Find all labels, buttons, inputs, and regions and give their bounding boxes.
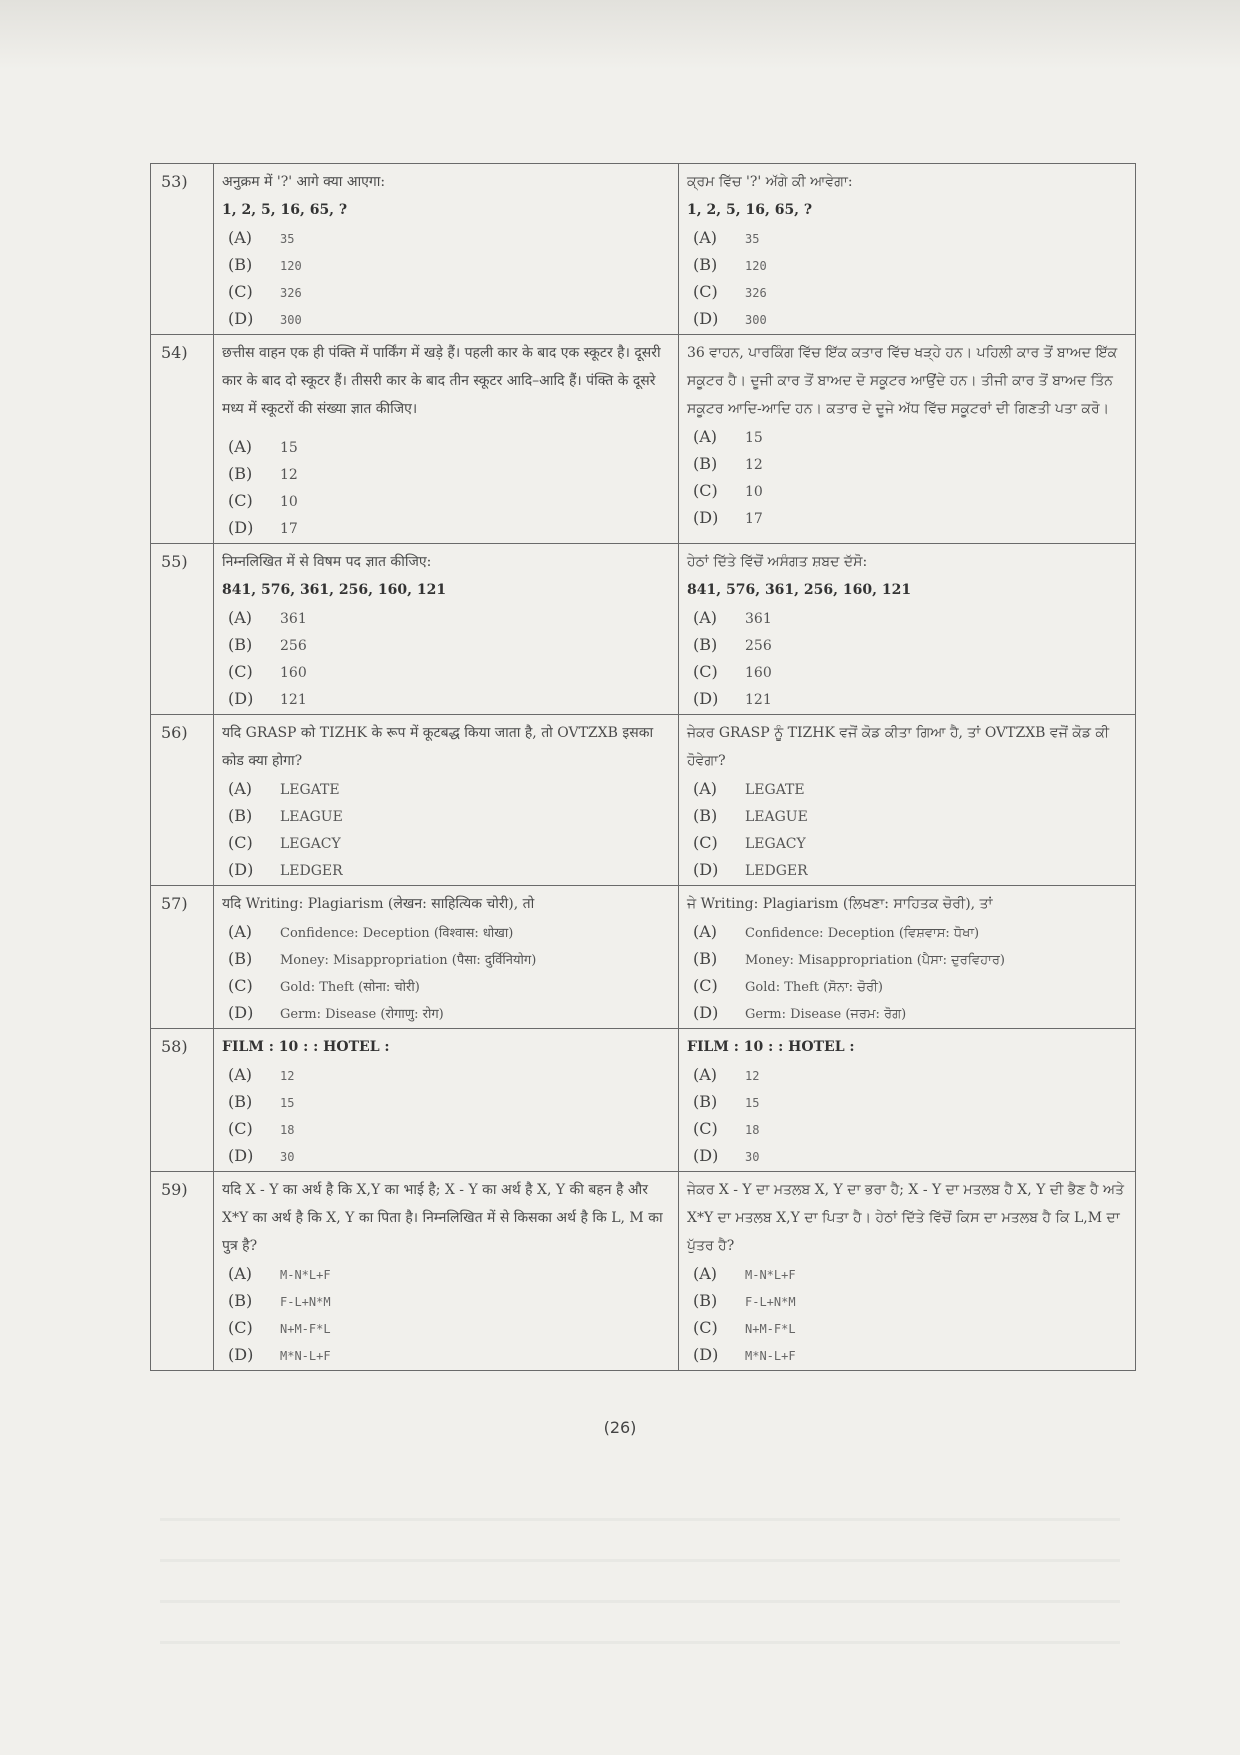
question-text-hindi: यदि X - Y का अर्थ है कि X,Y का भाई है; X - Y का अर्थ है X, Y की बहन है और X*Y का अर्थ है कि X, Y का पिता है। निम्नलिखित में से किसका अर्थ है कि L, M का पुत्र है? bbox=[222, 1182, 663, 1254]
option-b: (B) 12 bbox=[693, 454, 763, 473]
option-c: (C) 10 bbox=[228, 491, 298, 510]
question-text-hindi: छत्तीस वाहन एक ही पंक्ति में पार्किंग में खड़े हैं। पहली कार के बाद एक स्कूटर है। दूसरी कार के बाद दो स्कूटर हैं। तीसरी कार के बाद तीन स्कूटर आदि–आदि हैं। पंक्ति के दूसरे मध्य में स्कूटरों की संख्या ज्ञात कीजिए। bbox=[222, 345, 661, 417]
question-number: 59) bbox=[151, 1172, 214, 1371]
question-text-punjabi: ਜੇ Writing: Plagiarism (ਲਿਖਣਾ: ਸਾਹਿਤਕ ਚੋਰੀ), ਤਾਂ bbox=[687, 896, 993, 912]
punjabi-column bbox=[679, 335, 1136, 544]
option-c: (C) LEGACY bbox=[228, 833, 341, 852]
option-b: (B) 15 bbox=[693, 1092, 760, 1111]
sequence-punjabi: 1, 2, 5, 16, 65, ? bbox=[687, 202, 813, 218]
sequence-punjabi: 841, 576, 361, 256, 160, 121 bbox=[687, 582, 912, 598]
scan-top-shadow bbox=[0, 0, 1240, 70]
question-row-58 bbox=[151, 1029, 1136, 1172]
option-c: (C) 326 bbox=[228, 282, 302, 301]
option-c: (C) Gold: Theft (ਸੋਨਾ: ਚੋਰੀ) bbox=[693, 976, 883, 995]
option-d: (D) 300 bbox=[228, 309, 302, 328]
sequence-hindi: 1, 2, 5, 16, 65, ? bbox=[222, 202, 348, 218]
option-b: (B) LEAGUE bbox=[228, 806, 343, 825]
bleed-through-text bbox=[160, 1480, 1120, 1660]
option-a: (A) 35 bbox=[693, 228, 760, 247]
question-text-punjabi: ਜੇਕਰ GRASP ਨੂੰ TIZHK ਵਜੋਂ ਕੋਡ ਕੀਤਾ ਗਿਆ ਹੈ, ਤਾਂ OVTZXB ਵਜੋਂ ਕੋਡ ਕੀ ਹੋਵੇਗਾ? bbox=[687, 725, 1110, 769]
option-d: (D) 121 bbox=[228, 689, 307, 708]
sequence-hindi: 841, 576, 361, 256, 160, 121 bbox=[222, 582, 447, 598]
option-c: (C) LEGACY bbox=[693, 833, 806, 852]
option-b: (B) Money: Misappropriation (पैसा: दुर्विनियोग) bbox=[228, 949, 537, 968]
option-a: (A) 12 bbox=[228, 1065, 295, 1084]
hindi-column bbox=[214, 715, 679, 886]
option-b: (B) F-L+N*M bbox=[693, 1291, 796, 1310]
question-text-punjabi: ਜੇਕਰ X - Y ਦਾ ਮਤਲਬ X, Y ਦਾ ਭਰਾ ਹੈ; X - Y ਦਾ ਮਤਲਬ ਹੈ X, Y ਦੀ ਭੈਣ ਹੈ ਅਤੇ X*Y ਦਾ ਮਤਲਬ X,Y ਦਾ ਪਿਤਾ ਹੈ। ਹੇਠਾਂ ਦਿੱਤੇ ਵਿੱਚੋਂ ਕਿਸ ਦਾ ਮਤਲਬ ਹੈ ਕਿ L,M ਦਾ ਪੁੱਤਰ ਹੈ? bbox=[687, 1182, 1124, 1254]
option-d: (D) 17 bbox=[228, 518, 298, 537]
question-table bbox=[150, 163, 1136, 1371]
question-number: 57) bbox=[151, 886, 214, 1029]
option-a: (A) 361 bbox=[693, 608, 772, 627]
option-a: (A) M-N*L+F bbox=[228, 1264, 331, 1283]
option-b: (B) Money: Misappropriation (ਪੈਸਾ: ਦੁਰਵਿਹਾਰ) bbox=[693, 949, 1005, 968]
question-text-hindi: यदि Writing: Plagiarism (लेखन: साहित्यिक चोरी), तो bbox=[222, 896, 535, 912]
option-a: (A) 12 bbox=[693, 1065, 760, 1084]
question-text-punjabi: ਕ੍ਰਮ ਵਿੱਚ '?' ਅੱਗੇ ਕੀ ਆਵੇਗਾ: bbox=[687, 174, 853, 190]
option-d: (D) 300 bbox=[693, 309, 767, 328]
question-number: 55) bbox=[151, 544, 214, 715]
punjabi-column bbox=[679, 544, 1136, 715]
option-b: (B) LEAGUE bbox=[693, 806, 808, 825]
option-b: (B) 120 bbox=[228, 255, 302, 274]
option-c: (C) 18 bbox=[228, 1119, 295, 1138]
option-a: (A) 361 bbox=[228, 608, 307, 627]
option-a: (A) M-N*L+F bbox=[693, 1264, 796, 1283]
question-number: 58) bbox=[151, 1029, 214, 1172]
punjabi-column bbox=[679, 1029, 1136, 1172]
question-text-hindi: FILM : 10 : : HOTEL : bbox=[222, 1039, 390, 1055]
question-number: 54) bbox=[151, 335, 214, 544]
option-b: (B) 15 bbox=[228, 1092, 295, 1111]
option-a: (A) LEGATE bbox=[228, 779, 340, 798]
question-row-55 bbox=[151, 544, 1136, 715]
option-d: (D) M*N-L+F bbox=[228, 1345, 331, 1364]
question-row-57 bbox=[151, 886, 1136, 1029]
question-text-hindi: अनुक्रम में '?' आगे क्या आएगा: bbox=[222, 174, 386, 190]
option-a: (A) 15 bbox=[693, 427, 763, 446]
option-d: (D) M*N-L+F bbox=[693, 1345, 796, 1364]
option-b: (B) F-L+N*M bbox=[228, 1291, 331, 1310]
question-text-hindi: यदि GRASP को TIZHK के रूप में कूटबद्ध किया जाता है, तो OVTZXB इसका कोड क्या होगा? bbox=[222, 725, 654, 769]
option-b: (B) 12 bbox=[228, 464, 298, 483]
page-number: (26) bbox=[603, 1418, 637, 1437]
option-d: (D) 30 bbox=[693, 1146, 760, 1165]
option-a: (A) LEGATE bbox=[693, 779, 805, 798]
option-c: (C) N+M-F*L bbox=[228, 1318, 331, 1337]
option-c: (C) Gold: Theft (सोना: चोरी) bbox=[228, 976, 420, 995]
option-c: (C) N+M-F*L bbox=[693, 1318, 796, 1337]
punjabi-column bbox=[679, 1172, 1136, 1371]
question-row-54 bbox=[151, 335, 1136, 544]
question-number: 56) bbox=[151, 715, 214, 886]
punjabi-column bbox=[679, 715, 1136, 886]
hindi-column bbox=[214, 1029, 679, 1172]
option-c: (C) 160 bbox=[693, 662, 772, 681]
option-d: (D) Germ: Disease (रोगाणु: रोग) bbox=[228, 1003, 444, 1022]
question-row-53 bbox=[151, 164, 1136, 335]
hindi-column bbox=[214, 335, 679, 544]
option-b: (B) 256 bbox=[693, 635, 772, 654]
option-c: (C) 326 bbox=[693, 282, 767, 301]
option-c: (C) 10 bbox=[693, 481, 763, 500]
option-d: (D) 121 bbox=[693, 689, 772, 708]
option-a: (A) 35 bbox=[228, 228, 295, 247]
question-row-59 bbox=[151, 1172, 1136, 1371]
option-d: (D) LEDGER bbox=[693, 860, 808, 879]
option-d: (D) Germ: Disease (ਜਰਮ: ਰੋਗ) bbox=[693, 1003, 907, 1022]
hindi-column bbox=[214, 886, 679, 1029]
option-d: (D) LEDGER bbox=[228, 860, 343, 879]
option-c: (C) 160 bbox=[228, 662, 307, 681]
question-text-hindi: निम्नलिखित में से विषम पद ज्ञात कीजिए: bbox=[222, 554, 432, 570]
punjabi-column bbox=[679, 886, 1136, 1029]
option-d: (D) 30 bbox=[228, 1146, 295, 1165]
option-b: (B) 256 bbox=[228, 635, 307, 654]
option-a: (A) Confidence: Deception (विश्वास: धोखा) bbox=[228, 922, 514, 941]
question-text-punjabi: ਹੇਠਾਂ ਦਿੱਤੇ ਵਿੱਚੋਂ ਅਸੰਗਤ ਸ਼ਬਦ ਦੱਸੋ: bbox=[687, 554, 868, 570]
option-a: (A) Confidence: Deception (ਵਿਸ਼ਵਾਸ: ਧੋਖਾ) bbox=[693, 922, 980, 941]
question-row-56 bbox=[151, 715, 1136, 886]
option-c: (C) 18 bbox=[693, 1119, 760, 1138]
question-number: 53) bbox=[151, 164, 214, 335]
question-text-punjabi: FILM : 10 : : HOTEL : bbox=[687, 1039, 855, 1055]
punjabi-column bbox=[679, 164, 1136, 335]
hindi-column bbox=[214, 164, 679, 335]
hindi-column bbox=[214, 544, 679, 715]
question-text-punjabi: 36 ਵਾਹਨ, ਪਾਰਕਿੰਗ ਵਿੱਚ ਇੱਕ ਕਤਾਰ ਵਿੱਚ ਖੜ੍ਹੇ ਹਨ। ਪਹਿਲੀ ਕਾਰ ਤੋਂ ਬਾਅਦ ਇੱਕ ਸਕੂਟਰ ਹੈ। ਦੂਜੀ ਕਾਰ ਤੋਂ ਬਾਅਦ ਦੋ ਸਕੂਟਰ ਆਉਂਦੇ ਹਨ। ਤੀਜੀ ਕਾਰ ਤੋਂ ਬਾਅਦ ਤਿੰਨ ਸਕੂਟਰ ਆਦਿ-ਆਦਿ ਹਨ। ਕਤਾਰ ਦੇ ਦੂਜੇ ਅੱਧ ਵਿੱਚ ਸਕੂਟਰਾਂ ਦੀ ਗਿਣਤੀ ਪਤਾ ਕਰੋ। bbox=[687, 345, 1118, 417]
option-b: (B) 120 bbox=[693, 255, 767, 274]
option-a: (A) 15 bbox=[228, 437, 298, 456]
hindi-column bbox=[214, 1172, 679, 1371]
option-d: (D) 17 bbox=[693, 508, 763, 527]
